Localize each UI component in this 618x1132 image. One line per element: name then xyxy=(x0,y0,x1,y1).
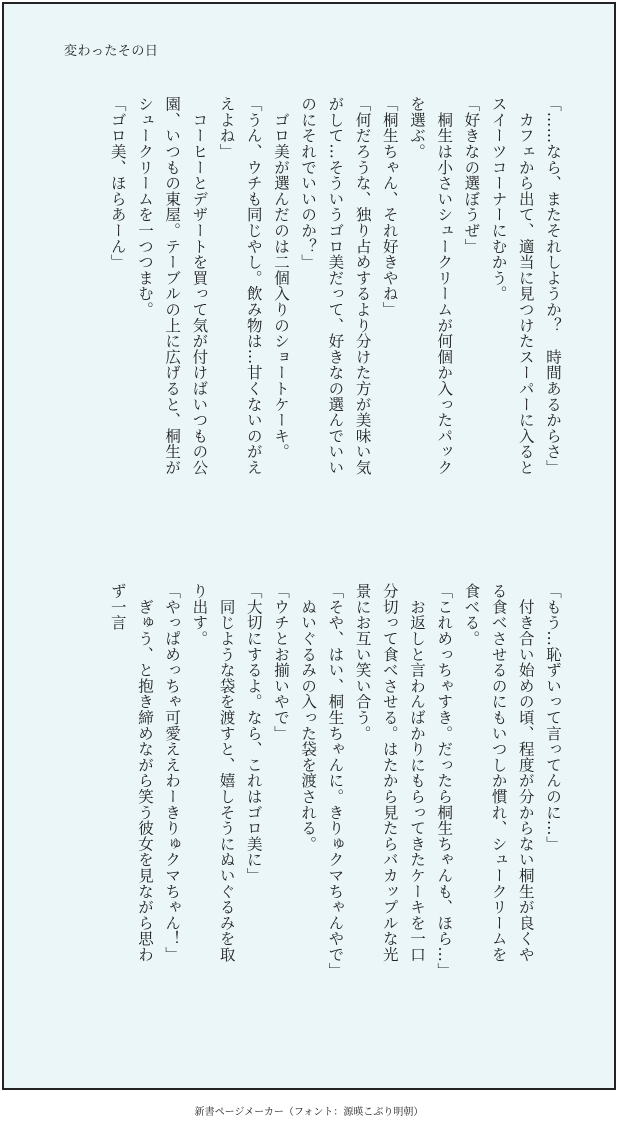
text-line: がして…そういうゴロ美だって、好きなの選んでいい xyxy=(326,96,345,476)
text-line: 「桐生ちゃん、それ好きやね」 xyxy=(380,96,399,318)
text-line: 「ゴロ美、ほらあーん」 xyxy=(108,96,127,270)
text-line: のにそれでいいのか？」 xyxy=(299,96,318,270)
text-line: コーヒーとデザートを買って気が付けばいつもの公 xyxy=(190,96,209,476)
text-line: 景にお互い笑い合う。 xyxy=(353,583,372,741)
text-line: を選ぶ。 xyxy=(407,96,426,160)
text-line: 「やっぱめっちゃ可愛ええわーきりゅクマちゃん！」 xyxy=(163,583,182,963)
text-line: ぎゅう、と抱き締めながら笑う彼女を見ながら思わ xyxy=(135,583,154,963)
text-line: えよね」 xyxy=(217,96,236,160)
text-line: 付き合い始めの頃、程度が分からない桐生が良くや xyxy=(516,583,535,963)
text-line: 分切って食べさせる。はたから見たらバカップルな光 xyxy=(380,583,399,963)
text-line: 同じような袋を渡すと、嬉しそうにぬいぐるみを取 xyxy=(217,583,236,963)
text-line: 「もう…恥ずいって言ってんのに…」 xyxy=(544,583,562,852)
text-line: ぬいぐるみの入った袋を渡される。 xyxy=(299,583,318,852)
text-block-bottom xyxy=(56,583,566,1043)
text-line: 「うん、ウチも同じやし。飲み物は…甘くないのがえ xyxy=(244,96,263,476)
text-block-top xyxy=(56,96,566,536)
text-line: ゴロ美が選んだのは二個入りのショートケーキ。 xyxy=(271,96,290,460)
text-line: 「ウチとお揃いやで」 xyxy=(271,583,290,741)
text-line: お返しと言わんばかりにもらってきたケーキを一口 xyxy=(407,583,426,963)
text-line: 桐生は小さいシュークリームが何個か入ったパック xyxy=(435,96,454,476)
text-line: ず一言 xyxy=(108,583,127,631)
page-title: 変わったその日 xyxy=(64,44,159,59)
text-line: 「大切にするよ。なら、これはゴロ美に」 xyxy=(244,583,263,884)
text-line: シュークリームを一つつまむ。 xyxy=(135,96,154,318)
text-line: カフェから出て、適当に見つけたスーパーに入ると xyxy=(516,96,535,476)
text-line: 食べる。 xyxy=(462,583,481,647)
text-line: 園、いつもの東屋。テーブルの上に広げると、桐生が xyxy=(163,96,182,476)
text-line: 「そや、はい、桐生ちゃんに。きりゅクマちゃんやで」 xyxy=(326,583,345,978)
text-line: 「……なら、またそれしようか？ 時間あるからさ」 xyxy=(544,96,562,476)
manuscript-page xyxy=(2,2,616,1090)
text-line: 「何だろうな、独り占めするより分けた方が美味い気 xyxy=(353,96,372,476)
text-line: 「これめっちゃすき。だったら桐生ちゃんも、ほら…」 xyxy=(435,583,454,978)
footer-credit: 新書ページメーカー（フォント：源暎こぶり明朝） xyxy=(194,1107,424,1118)
text-line: スイーツコーナーにむかう。 xyxy=(489,96,508,302)
text-line: る食べさせるのにもいつしか慣れ、シュークリームを xyxy=(489,583,508,963)
text-line: り出す。 xyxy=(190,583,209,647)
text-line: 「好きなの選ぼうぜ」 xyxy=(462,96,481,254)
